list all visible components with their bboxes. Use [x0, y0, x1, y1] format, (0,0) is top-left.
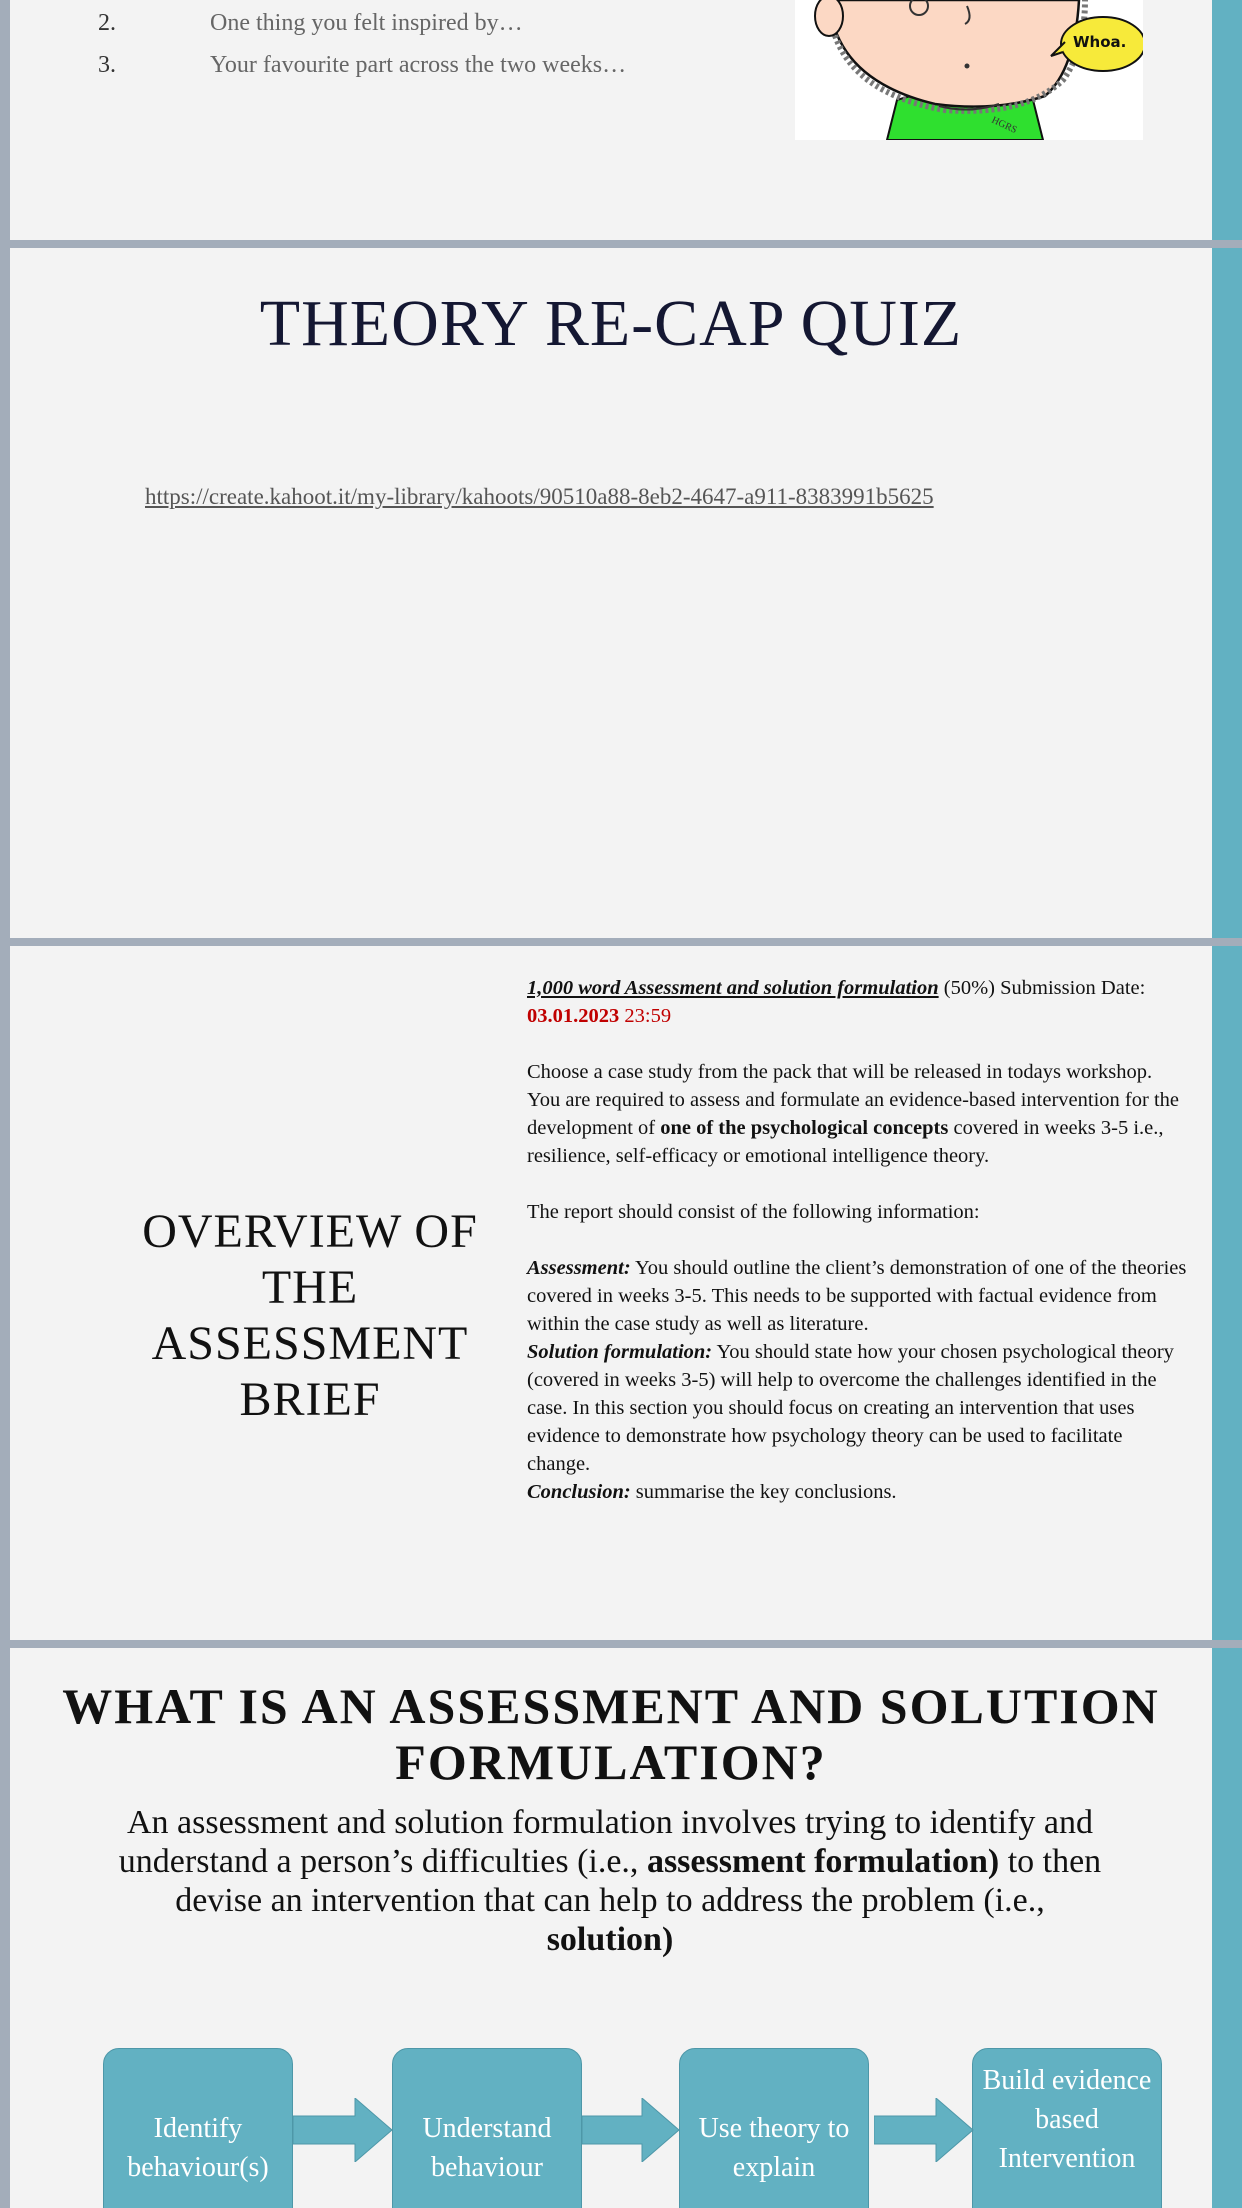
list-text: One thing you felt inspired by…	[210, 10, 523, 36]
slide-assessment-brief	[10, 946, 1212, 1640]
arrow-right-icon	[874, 2098, 974, 2162]
arrow-right-icon	[293, 2098, 393, 2162]
conclusion-text: summarise the key conclusions.	[630, 1481, 897, 1503]
flow-step-box: Understand behaviour	[392, 2048, 582, 2208]
brief-weight: (50%) Submission Date:	[938, 977, 1146, 999]
slide-title: WHAT IS AN ASSESSMENT AND SOLUTION FORMULATION?	[62, 1678, 1160, 1790]
desc-text-mid: to then devise an intervention that can help to address the problem (i.e.,	[175, 1843, 1102, 1919]
list-text: Your favourite part across the two weeks…	[210, 52, 627, 78]
desc-text: An assessment and solution formulation involves trying to identify and understand a person’s difficulties (i.e.,	[118, 1804, 1094, 1880]
slide-quiz	[10, 248, 1212, 938]
assessment-label: Assessment:	[527, 1257, 631, 1279]
desc-bold-assessment: assessment formulation)	[646, 1843, 1000, 1880]
desc-bold-solution: solution)	[546, 1921, 674, 1958]
cartoon-image	[795, 0, 1143, 140]
flow-step-box: Identify behaviour(s)	[103, 2048, 293, 2208]
accent-bar	[1212, 248, 1242, 938]
brief-heading: 1,000 word Assessment and solution formulation	[527, 977, 939, 999]
svg-text:HGRS: HGRS	[989, 114, 1019, 136]
brief-heading-line	[527, 974, 1187, 1030]
flow-step-box: Build evidence based Intervention	[972, 2048, 1162, 2208]
brief-intro	[527, 1058, 1187, 1170]
speech-bubble-text: Whoa.	[1073, 33, 1127, 51]
flow-step-box: Use theory to explain	[679, 2048, 869, 2208]
submission-date: 03.01.2023	[527, 1005, 620, 1027]
assessment-text: You should outline the client’s demonstration of one of the theories covered in weeks 3-5. This needs to be supported with factual evidence from within the case study as well as literature.	[527, 1257, 1187, 1335]
arrow-right-icon	[582, 2098, 680, 2162]
list-number: 3.	[98, 52, 116, 78]
list-number: 2.	[98, 10, 116, 36]
slide-title: OVERVIEW OF THE ASSESSMENT BRIEF	[142, 1205, 478, 1426]
conclusion-section	[527, 1478, 1187, 1506]
slide-description	[110, 1803, 1110, 1959]
quiz-link[interactable]: https://create.kahoot.it/my-library/kahoots/90510a88-8eb2-4647-a911-8383991b5625	[145, 484, 934, 509]
accent-bar	[1212, 946, 1242, 1640]
intro-text: Choose a case study from the pack that will be released in todays workshop. You are required to assess and formulate an evidence-based intervention for the development of	[527, 1061, 1179, 1139]
intro-text-end: covered in weeks 3-5 i.e., resilience, self-efficacy or emotional intelligence theory.	[527, 1117, 1164, 1167]
brief-text	[527, 974, 1187, 1506]
submission-time: 23:59	[619, 1005, 672, 1027]
solution-section	[527, 1338, 1187, 1478]
accent-bar	[1212, 1648, 1242, 2208]
conclusion-label: Conclusion:	[527, 1481, 631, 1503]
slide-what-is-formulation	[10, 1648, 1212, 2208]
report-line: The report should consist of the following information:	[527, 1201, 980, 1223]
cartoon-character-icon	[795, 0, 1143, 140]
accent-bar	[1212, 0, 1242, 240]
intro-bold: one of the psychological concepts	[660, 1117, 949, 1139]
solution-text: You should state how your chosen psychological theory (covered in weeks 3-5) will help to overcome the challenges identified in the case. In this section you should focus on creating an intervention that uses evidence to demonstrate how psychology theory can be used to facilitate change.	[527, 1341, 1174, 1475]
slide-reflection	[10, 0, 1212, 240]
solution-label: Solution formulation:	[527, 1341, 713, 1363]
slide-title: THEORY RE-CAP QUIZ	[259, 287, 963, 360]
assessment-section	[527, 1254, 1187, 1338]
